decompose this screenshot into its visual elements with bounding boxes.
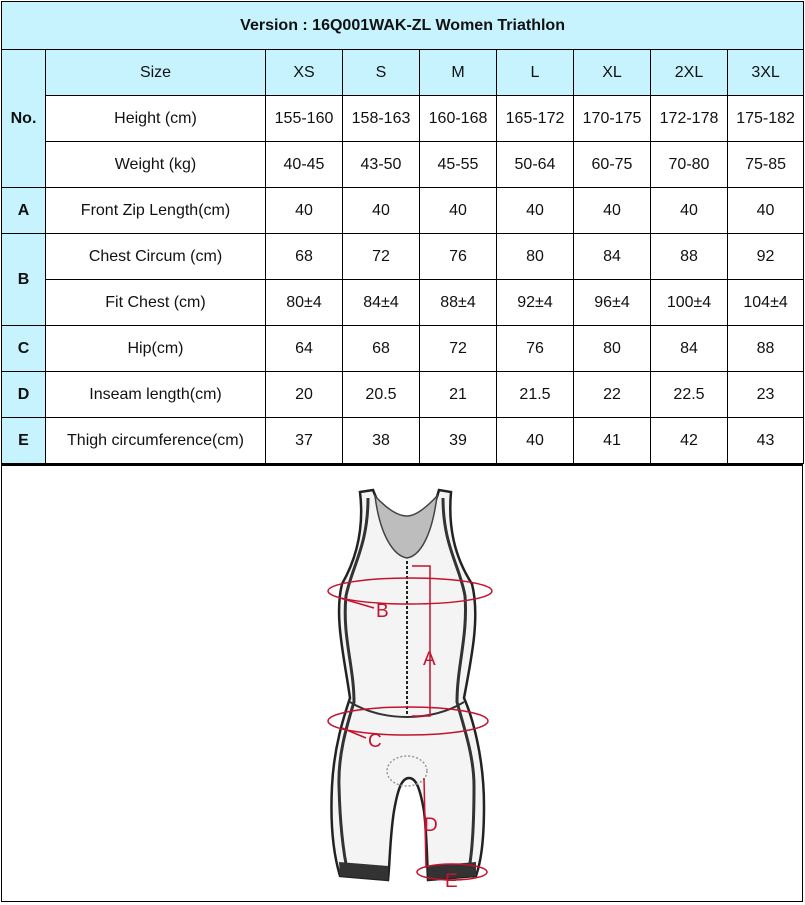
value-cell: 80: [497, 234, 574, 280]
value-cell: 22.5: [651, 372, 728, 418]
height-cell: 175-182: [728, 96, 804, 142]
value-cell: 39: [420, 418, 497, 464]
size-cell: XS: [266, 50, 343, 96]
size-cell: XL: [574, 50, 651, 96]
height-cell: 158-163: [343, 96, 420, 142]
size-cell: L: [497, 50, 574, 96]
measure-row-e: [2, 418, 804, 464]
row-code: D: [2, 372, 46, 418]
weight-cell: 60-75: [574, 142, 651, 188]
trisuit-diagram: [2, 466, 804, 902]
value-cell: 20.5: [343, 372, 420, 418]
value-cell: 80: [574, 326, 651, 372]
value-cell: 40: [574, 188, 651, 234]
value-cell: 72: [343, 234, 420, 280]
value-cell: 104±4: [728, 280, 804, 326]
value-cell: 72: [420, 326, 497, 372]
weight-cell: 43-50: [343, 142, 420, 188]
value-cell: 40: [497, 418, 574, 464]
value-cell: 84±4: [343, 280, 420, 326]
value-cell: 88: [728, 326, 804, 372]
size-cell: 3XL: [728, 50, 804, 96]
garment-figure: [1, 464, 803, 902]
weight-cell: 45-55: [420, 142, 497, 188]
row-code: E: [2, 418, 46, 464]
no-header: No.: [2, 50, 46, 188]
size-row: [2, 50, 804, 96]
value-cell: 88±4: [420, 280, 497, 326]
weight-cell: 50-64: [497, 142, 574, 188]
value-cell: 41: [574, 418, 651, 464]
row-label: Fit Chest (cm): [46, 280, 266, 326]
weight-row: [2, 142, 804, 188]
row-label: Thigh circumference(cm): [46, 418, 266, 464]
value-cell: 20: [266, 372, 343, 418]
measure-row-b: [2, 234, 804, 280]
weight-label: Weight (kg): [46, 142, 266, 188]
weight-cell: 40-45: [266, 142, 343, 188]
value-cell: 40: [266, 188, 343, 234]
height-cell: 155-160: [266, 96, 343, 142]
value-cell: 68: [343, 326, 420, 372]
value-cell: 21: [420, 372, 497, 418]
height-cell: 160-168: [420, 96, 497, 142]
value-cell: 23: [728, 372, 804, 418]
label-b: B: [376, 601, 389, 622]
value-cell: 92: [728, 234, 804, 280]
value-cell: 96±4: [574, 280, 651, 326]
label-e: E: [445, 871, 458, 892]
value-cell: 40: [497, 188, 574, 234]
label-c: C: [368, 731, 382, 752]
row-label: Chest Circum (cm): [46, 234, 266, 280]
weight-cell: 75-85: [728, 142, 804, 188]
size-label: Size: [46, 50, 266, 96]
height-cell: 170-175: [574, 96, 651, 142]
value-cell: 76: [497, 326, 574, 372]
label-d: D: [424, 815, 438, 836]
value-cell: 76: [420, 234, 497, 280]
row-code: C: [2, 326, 46, 372]
value-cell: 40: [420, 188, 497, 234]
height-label: Height (cm): [46, 96, 266, 142]
row-label: Inseam length(cm): [46, 372, 266, 418]
value-cell: 42: [651, 418, 728, 464]
row-code: A: [2, 188, 46, 234]
size-table: [1, 1, 804, 464]
size-cell: 2XL: [651, 50, 728, 96]
table-title: Version : 16Q001WAK-ZL Women Triathlon: [2, 2, 804, 50]
value-cell: 40: [651, 188, 728, 234]
value-cell: 80±4: [266, 280, 343, 326]
value-cell: 84: [574, 234, 651, 280]
size-cell: M: [420, 50, 497, 96]
row-label: Front Zip Length(cm): [46, 188, 266, 234]
measure-row-fit-chest: [2, 280, 804, 326]
height-cell: 172-178: [651, 96, 728, 142]
value-cell: 22: [574, 372, 651, 418]
row-code: B: [2, 234, 46, 326]
measure-row-d: [2, 372, 804, 418]
value-cell: 64: [266, 326, 343, 372]
value-cell: 100±4: [651, 280, 728, 326]
value-cell: 92±4: [497, 280, 574, 326]
value-cell: 43: [728, 418, 804, 464]
value-cell: 40: [343, 188, 420, 234]
value-cell: 68: [266, 234, 343, 280]
title-row: [2, 2, 804, 50]
measure-row-c: [2, 326, 804, 372]
height-cell: 165-172: [497, 96, 574, 142]
value-cell: 40: [728, 188, 804, 234]
row-label: Hip(cm): [46, 326, 266, 372]
height-row: [2, 96, 804, 142]
value-cell: 88: [651, 234, 728, 280]
value-cell: 37: [266, 418, 343, 464]
label-a: A: [423, 649, 436, 670]
value-cell: 84: [651, 326, 728, 372]
size-cell: S: [343, 50, 420, 96]
measure-row-a: [2, 188, 804, 234]
weight-cell: 70-80: [651, 142, 728, 188]
value-cell: 38: [343, 418, 420, 464]
value-cell: 21.5: [497, 372, 574, 418]
